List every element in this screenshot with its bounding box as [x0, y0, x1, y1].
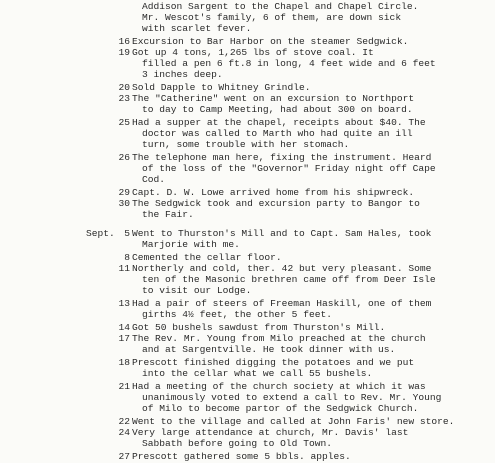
entry-text-line: Capt. D. W. Lowe arrived home from his shipwreck. — [132, 187, 415, 198]
entry-text-line: Prescott finished digging the potatoes and we put — [132, 357, 415, 368]
entry-text-line: ten of the Masonic brethren came off from Deer Isle — [142, 274, 436, 285]
entry-text-line: Addison Sargent to the Chapel and Chapel Circle. — [142, 1, 419, 12]
entry-text-line: and at Sargentville. He took dinner with us. — [142, 344, 396, 355]
entry-text-line: Got up 4 tons, 1,265 lbs of stove coal. It — [132, 47, 374, 58]
entry-text-line: turn, some trouble with her stomach. — [142, 139, 350, 150]
entry-text-line: Cemented the cellar floor. — [132, 252, 282, 263]
entry-text-line: Had a supper at the chapel, receipts about $40. The — [132, 117, 426, 128]
entry-text-line: girths 4½ feet, the other 5 feet. — [142, 309, 332, 320]
entry-day: 19 — [118, 47, 130, 58]
entry-day: 26 — [118, 152, 130, 163]
entry-text-line: The Rev. Mr. Young from Milo preached at the church — [132, 333, 426, 344]
entry-text-line: Marjorie with me. — [142, 239, 240, 250]
entry-day: 29 — [118, 187, 130, 198]
entry-text-line: of the loss of the "Governor" Friday night off Cape — [142, 163, 436, 174]
entry-text-line: Went to Thurston's Mill and to Capt. Sam Hales, took — [132, 228, 432, 239]
entry-day: 5 — [124, 228, 130, 239]
entry-text-line: the Fair. — [142, 209, 194, 220]
entry-text-line: Got 50 bushels sawdust from Thurston's Mill. — [132, 322, 386, 333]
entry-text-line: unanimously voted to extend a call to Rev. Mr. Young — [142, 392, 442, 403]
entry-text-line: 3 inches deep. — [142, 69, 223, 80]
entry-text-line: Cod. — [142, 174, 166, 185]
entry-day: 22 — [118, 416, 130, 427]
entry-text-line: Prescott gathered some 5 bbls. apples. — [132, 451, 351, 462]
entry-text-line: Very large attendance at church, Mr. Davis' last — [132, 427, 409, 438]
entry-text-line: Mr. Wescot's family, 6 of them, are down sick — [142, 12, 402, 23]
entry-day: 14 — [118, 322, 130, 333]
entry-text-line: to visit our Lodge. — [142, 285, 252, 296]
entry-day: 23 — [118, 93, 130, 104]
entry-text-line: Went to the village and called at John Faris' new store. — [132, 416, 455, 427]
entry-text-line: Had a pair of steers of Freeman Haskill, one of them — [132, 298, 432, 309]
entry-text-line: to day to Camp Meeting, had about 300 on board. — [142, 104, 413, 115]
entry-day: 24 — [118, 427, 130, 438]
entry-text-line: Sabbath before going to Old Town. — [142, 438, 332, 449]
entry-day: 16 — [118, 36, 130, 47]
entry-text-line: doctor was called to Marth who had quite an ill — [142, 128, 413, 139]
entry-text-line: Excursion to Bar Harbor on the steamer Sedgwick. — [132, 36, 409, 47]
entry-day: 30 — [118, 198, 130, 209]
entry-day: 11 — [118, 263, 130, 274]
entry-text-line: Northerly and cold, ther. 42 but very pleasant. Some — [132, 263, 432, 274]
entry-text-line: The telephone man here, fixing the instrument. Heard — [132, 152, 432, 163]
entry-text-line: into the cellar what we call 55 bushels. — [142, 368, 373, 379]
entry-day: 27 — [118, 451, 130, 462]
entry-text-line: Had a meeting of the church society at which it was — [132, 381, 426, 392]
entry-text-line: The Sedgwick took and excursion party to Bangor to — [132, 198, 420, 209]
entry-text-line: with scarlet fever. — [142, 23, 252, 34]
entry-day: 20 — [118, 82, 130, 93]
entry-day: 25 — [118, 117, 130, 128]
entry-text-line: The "Catherine" went on an excursion to Northport — [132, 93, 415, 104]
entry-text-line: of Milo to become partor of the Sedgwick Church. — [142, 403, 419, 414]
entry-text-line: Sold Dapple to Whitney Grindle. — [132, 82, 311, 93]
entry-day: 21 — [118, 381, 130, 392]
entry-day: 13 — [118, 298, 130, 309]
entry-text-line: filled a pen 6 ft.8 in long, 4 feet wide and 6 feet — [142, 58, 436, 69]
entry-month: Sept. — [86, 228, 115, 239]
entry-day: 17 — [118, 333, 130, 344]
entry-day: 18 — [118, 357, 130, 368]
entry-day: 8 — [124, 252, 130, 263]
